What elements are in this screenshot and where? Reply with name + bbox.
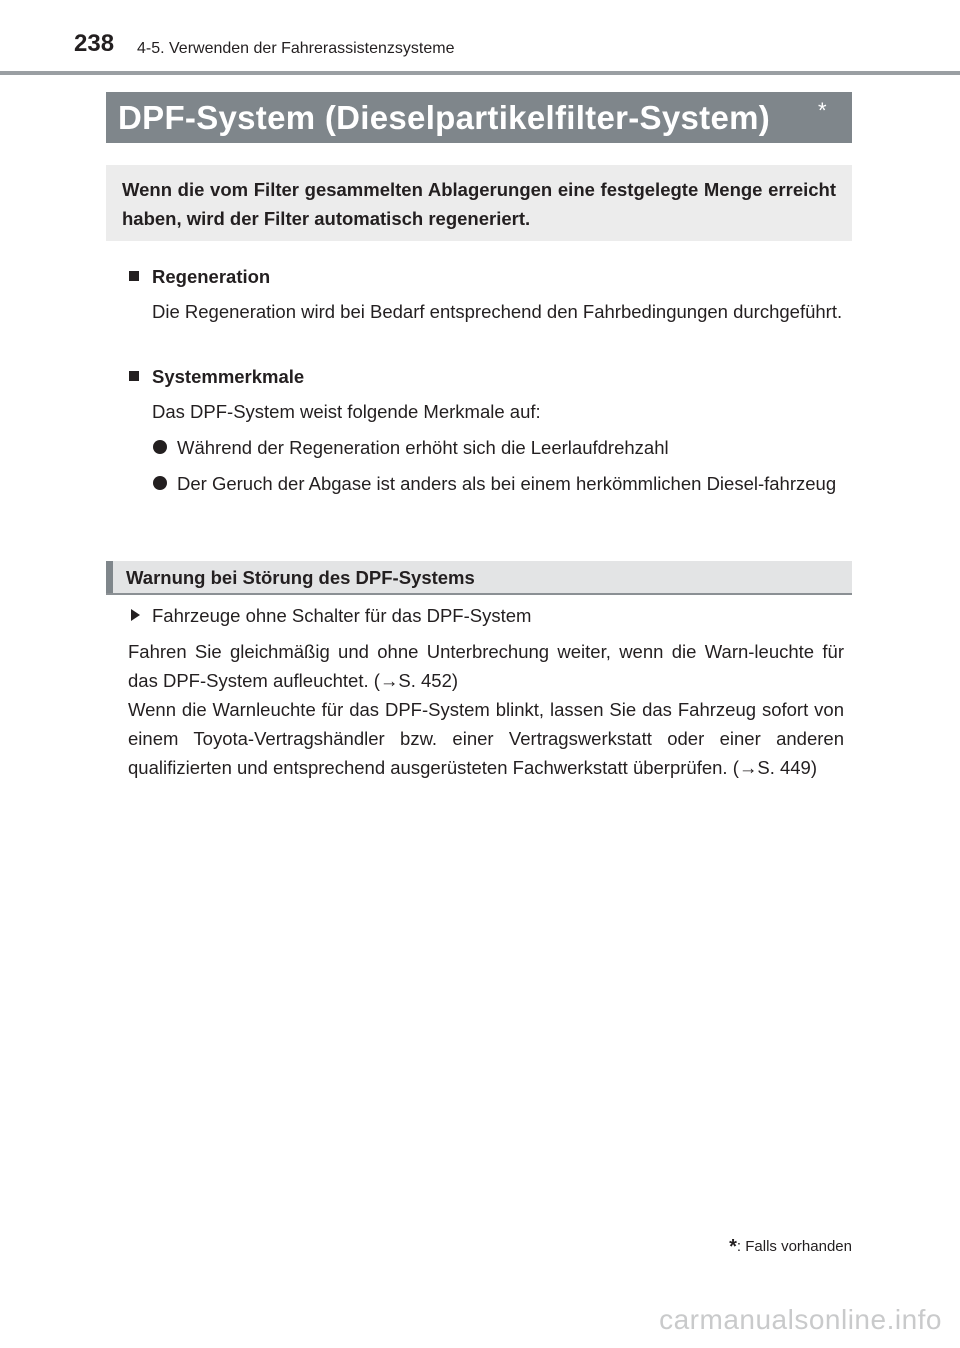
title-asterisk-icon: *: [818, 98, 827, 123]
heading-regeneration: Regeneration: [152, 266, 271, 287]
footnote: [729, 1236, 852, 1259]
header-divider: [0, 71, 960, 75]
subheading-accent: [106, 561, 113, 593]
warning-subheading-bar: [106, 561, 852, 595]
square-bullet-icon: [129, 371, 139, 381]
warning-para-2: Wenn die Warnleuchte für das DPF-System blinkt, lassen Sie das Fahrzeug sofort von einem Toyota-Vertragshändler bzw. einer Vertragswerkstatt oder einer anderen qualifizierten und entsprechend ausgerüsteten Fachwerkstatt überprüfen. (→S. 449): [128, 699, 844, 778]
page-number: 238: [74, 30, 115, 57]
warning-item: Fahrzeuge ohne Schalter für das DPF-System: [152, 605, 532, 626]
summary-text: Wenn die vom Filter gesammelten Ablagerungen eine festgelegte Menge erreicht haben, wird der Filter automatisch regeneriert.: [122, 179, 836, 229]
warning-para-1: Fahren Sie gleichmäßig und ohne Unterbrechung weiter, wenn die Warn-leuchte für das DPF-System aufleuchtet. (→S. 452): [128, 641, 844, 691]
section-title: DPF-System (Dieselpartikelfilter-System): [118, 99, 771, 136]
feature-bullet-1: Während der Regeneration erhöht sich die Leerlaufdrehzahl: [177, 437, 669, 458]
watermark: carmanualsonline.info: [659, 1304, 942, 1335]
feature-bullet-2: Der Geruch der Abgase ist anders als bei einem herkömmlichen Diesel-fahrzeug: [177, 473, 837, 494]
triangle-bullet-icon: [131, 609, 140, 621]
chapter-title: 4-5. Verwenden der Fahrerassistenzsysteme: [137, 40, 455, 57]
square-bullet-icon: [129, 271, 139, 281]
heading-features: Systemmerkmale: [152, 366, 305, 387]
warning-heading: Warnung bei Störung des DPF-Systems: [126, 567, 475, 588]
round-bullet-icon: [153, 476, 167, 490]
footnote-asterisk-icon: *: [729, 1236, 737, 1258]
summary-box: [106, 165, 852, 241]
regeneration-text: Die Regeneration wird bei Bedarf entsprechend den Fahrbedingungen durchgeführt.: [152, 301, 843, 322]
round-bullet-icon: [153, 440, 167, 454]
section-title-bar: [106, 92, 852, 143]
footnote-text: : Falls vorhanden: [736, 1238, 852, 1255]
features-intro: Das DPF-System weist folgende Merkmale auf:: [152, 401, 541, 422]
